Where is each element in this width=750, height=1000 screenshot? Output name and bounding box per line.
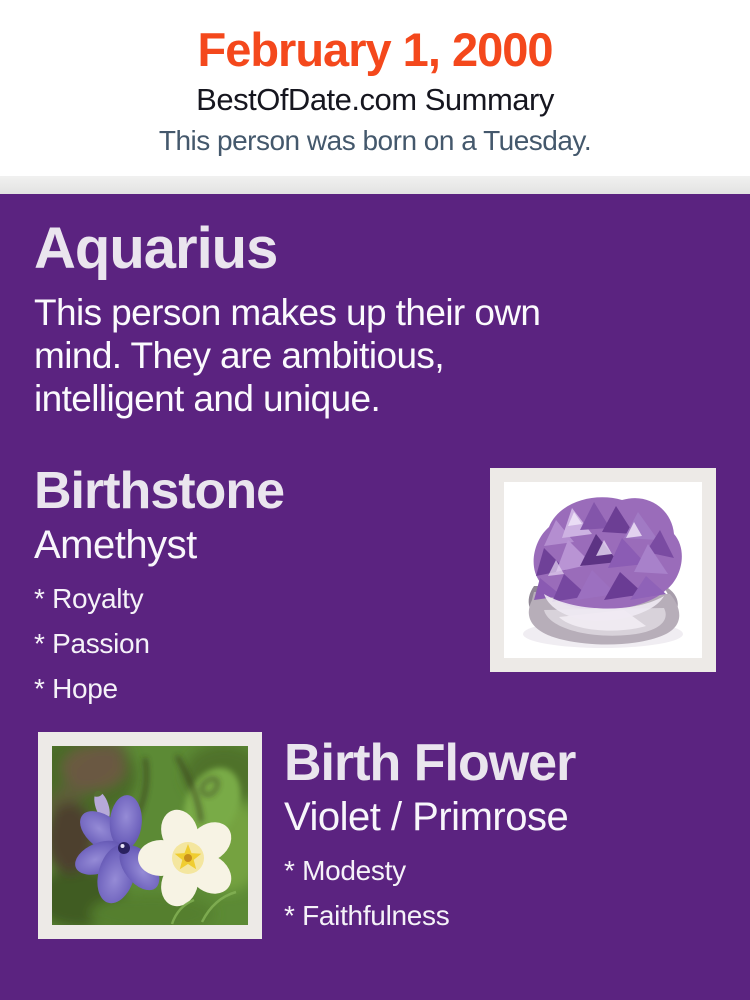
violet-primrose-image xyxy=(38,732,262,939)
divider-bar xyxy=(0,176,750,194)
birth-flower-name: Violet / Primrose xyxy=(284,795,569,840)
birthstone-text xyxy=(34,464,284,704)
date-title: February 1, 2000 xyxy=(197,23,553,76)
birthstone-heading: Birthstone xyxy=(34,462,284,520)
zodiac-description-line: This person makes up their own xyxy=(34,292,541,333)
birthstone-trait: * Royalty xyxy=(34,583,144,615)
birth-flower-section xyxy=(34,732,716,939)
summary-body xyxy=(0,194,750,1000)
violet-primrose-illustration xyxy=(52,746,248,925)
birthstone-trait: * Hope xyxy=(34,673,118,705)
birth-flower-heading: Birth Flower xyxy=(284,734,576,793)
amethyst-image xyxy=(490,468,716,672)
page-header xyxy=(0,0,750,176)
site-subtitle: BestOfDate.com Summary xyxy=(196,81,554,117)
zodiac-description-line: mind. They are ambitious, xyxy=(34,335,445,376)
amethyst-crystal-illustration xyxy=(504,482,702,658)
birth-flower-text xyxy=(284,736,575,931)
birthstone-section xyxy=(34,464,716,704)
weekday-line: This person was born on a Tuesday. xyxy=(158,124,592,156)
zodiac-name: Aquarius xyxy=(34,216,278,281)
birthstone-trait: * Passion xyxy=(34,628,150,660)
birthstone-name: Amethyst xyxy=(34,523,197,568)
zodiac-description-line: intelligent and unique. xyxy=(34,378,381,419)
zodiac-description xyxy=(34,291,716,420)
birth-flower-trait: * Faithfulness xyxy=(284,900,450,932)
birth-flower-trait: * Modesty xyxy=(284,855,406,887)
